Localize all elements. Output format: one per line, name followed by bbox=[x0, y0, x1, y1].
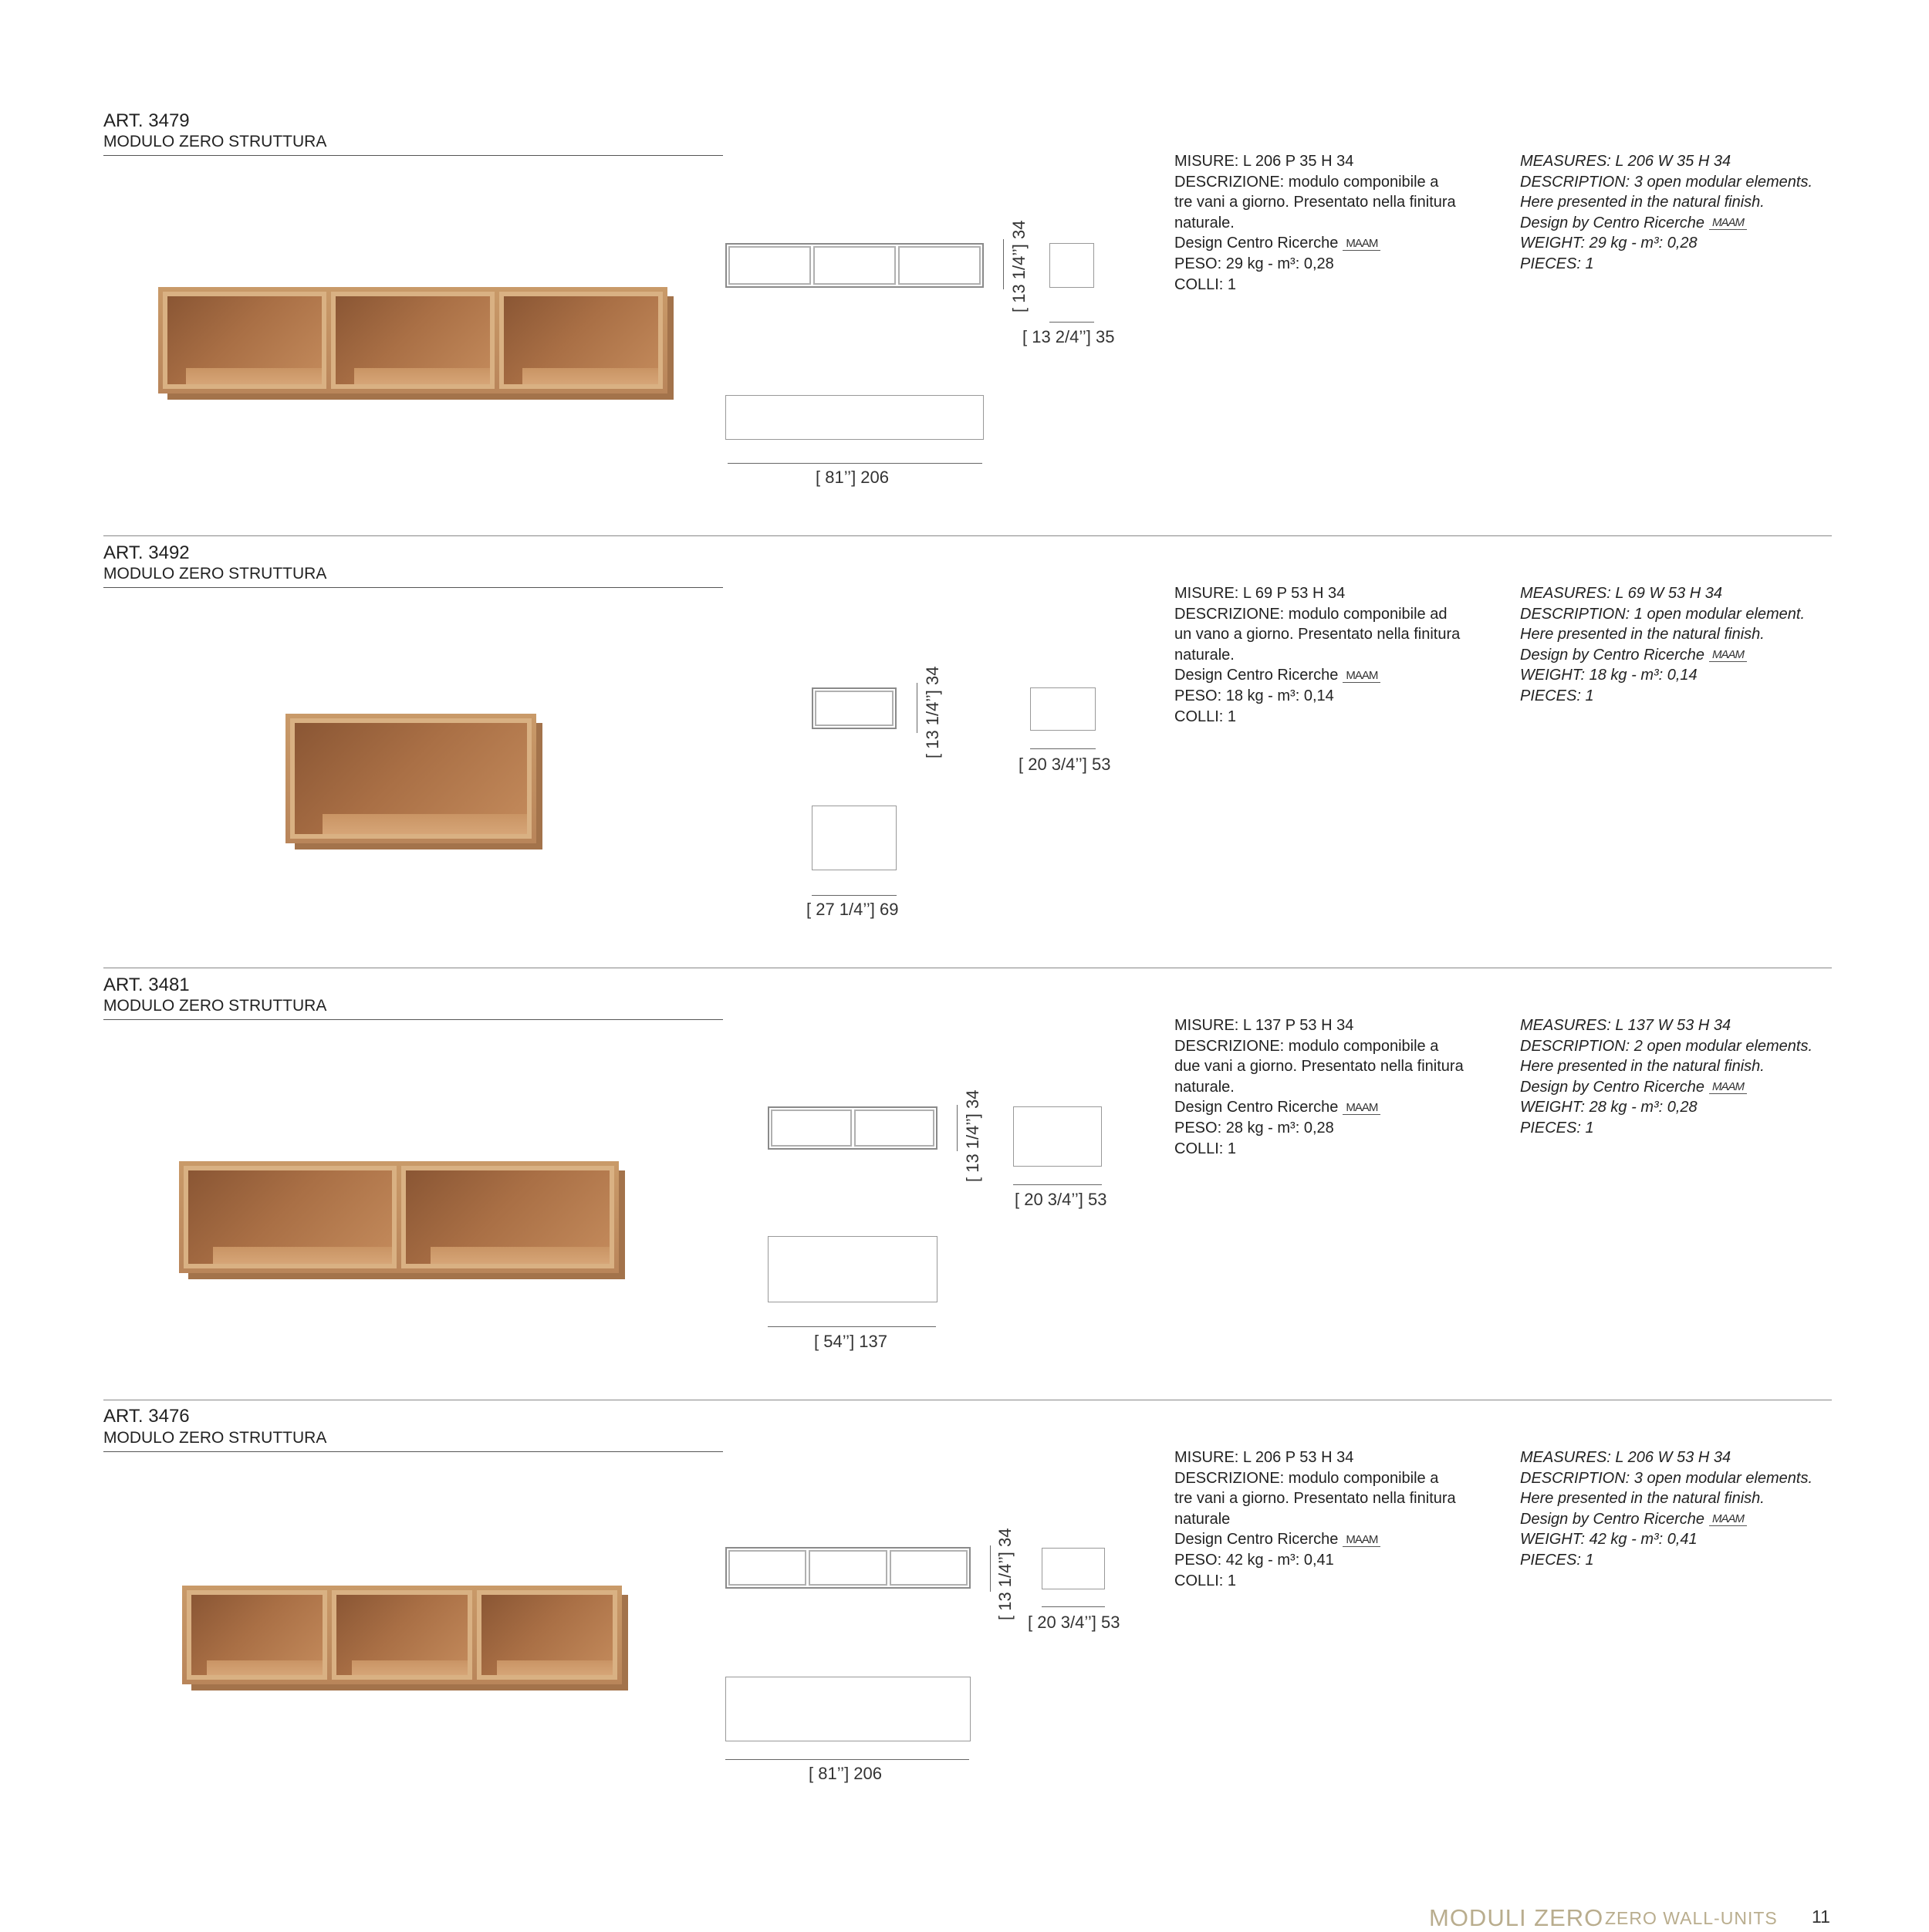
maam-logo: MAAM bbox=[1343, 238, 1380, 251]
spec-line: naturale. bbox=[1174, 214, 1235, 231]
top-view-drawing bbox=[812, 806, 897, 870]
compartment bbox=[331, 292, 495, 389]
design-label: Design Centro Ricerche bbox=[1174, 235, 1339, 252]
compartment-outline bbox=[771, 1110, 852, 1147]
compartment-outline bbox=[854, 1110, 935, 1147]
compartment-outline bbox=[813, 246, 896, 285]
article-number: ART. 3479 bbox=[103, 110, 190, 131]
depth-dimension: [ 20 3/4’’] 53 bbox=[1015, 1190, 1107, 1209]
height-dimension: [ 13 1/4’’] 34 bbox=[995, 1528, 1015, 1620]
spec-line: WEIGHT: 29 kg - m³: 0,28 bbox=[1520, 235, 1698, 252]
side-view-drawing bbox=[1049, 243, 1094, 288]
english-specs bbox=[1520, 1447, 1812, 1571]
design-line bbox=[1520, 1077, 1812, 1098]
spec-line: DESCRIPTION: 3 open modular elements. bbox=[1520, 1469, 1813, 1487]
spec-line: MEASURES: L 206 W 35 H 34 bbox=[1520, 153, 1731, 170]
title-rule bbox=[103, 1019, 723, 1020]
spec-line: MISURE: L 69 P 53 H 34 bbox=[1174, 585, 1346, 602]
height-dimension: [ 13 1/4’’] 34 bbox=[1009, 220, 1029, 312]
spec-line: WEIGHT: 28 kg - m³: 0,28 bbox=[1520, 1099, 1698, 1116]
design-line bbox=[1174, 233, 1456, 254]
product-photo bbox=[182, 1586, 622, 1684]
design-line bbox=[1174, 665, 1460, 686]
maam-logo: MAAM bbox=[1709, 649, 1747, 662]
spec-line: DESCRIZIONE: modulo componibile ad bbox=[1174, 605, 1448, 623]
design-line bbox=[1520, 645, 1805, 666]
compartment-outline bbox=[728, 1550, 806, 1586]
spec-line: naturale bbox=[1174, 1510, 1231, 1528]
length-dimension: [ 54’’] 137 bbox=[814, 1332, 888, 1351]
design-label: Design Centro Ricerche bbox=[1174, 1531, 1339, 1549]
spec-line: COLLI: 1 bbox=[1174, 1572, 1237, 1589]
height-dimension-line bbox=[1003, 239, 1004, 289]
spec-line: Here presented in the natural finish. bbox=[1520, 194, 1765, 211]
design-label: Design by Centro Ricerche bbox=[1520, 646, 1704, 664]
length-dimension-line bbox=[728, 463, 982, 464]
article-number: ART. 3481 bbox=[103, 974, 190, 995]
product-photo bbox=[285, 714, 536, 843]
maam-logo: MAAM bbox=[1343, 1534, 1380, 1547]
article-subtitle: MODULO ZERO STRUTTURA bbox=[103, 1429, 327, 1447]
spec-line: DESCRIZIONE: modulo componibile a bbox=[1174, 173, 1439, 191]
spec-line: un vano a giorno. Presentato nella finitura bbox=[1174, 626, 1461, 643]
front-view-drawing bbox=[768, 1106, 937, 1150]
spec-line: PESO: 29 kg - m³: 0,28 bbox=[1174, 255, 1334, 272]
design-line bbox=[1520, 1509, 1812, 1530]
spec-line: WEIGHT: 42 kg - m³: 0,41 bbox=[1520, 1531, 1698, 1549]
italian-specs bbox=[1174, 151, 1456, 295]
side-view-drawing bbox=[1030, 687, 1096, 731]
product-photo bbox=[158, 287, 667, 393]
height-dimension: [ 13 1/4’’] 34 bbox=[963, 1089, 982, 1182]
english-specs bbox=[1520, 1015, 1812, 1139]
footer-brand: MODULI ZERO bbox=[1429, 1904, 1604, 1931]
compartment bbox=[187, 1590, 327, 1680]
spec-line: MISURE: L 206 P 53 H 34 bbox=[1174, 1449, 1354, 1466]
length-dimension-line bbox=[768, 1326, 936, 1327]
depth-dimension-line bbox=[1013, 1184, 1102, 1185]
maam-logo: MAAM bbox=[1343, 670, 1380, 683]
spec-line: DESCRIPTION: 1 open modular element. bbox=[1520, 605, 1806, 623]
spec-line: WEIGHT: 18 kg - m³: 0,14 bbox=[1520, 667, 1698, 684]
title-rule bbox=[103, 1451, 723, 1452]
compartment-outline bbox=[728, 246, 811, 285]
title-rule bbox=[103, 155, 723, 156]
spec-line: PESO: 18 kg - m³: 0,14 bbox=[1174, 687, 1334, 704]
article-number: ART. 3476 bbox=[103, 1406, 190, 1427]
compartment bbox=[184, 1166, 397, 1268]
spec-line: tre vani a giorno. Presentato nella finitura bbox=[1174, 194, 1456, 211]
spec-line: due vani a giorno. Presentato nella finitura bbox=[1174, 1058, 1464, 1076]
spec-line: COLLI: 1 bbox=[1174, 1140, 1237, 1157]
front-view-drawing bbox=[812, 687, 897, 729]
compartment bbox=[163, 292, 326, 389]
english-specs bbox=[1520, 151, 1812, 275]
spec-line: PESO: 28 kg - m³: 0,28 bbox=[1174, 1119, 1334, 1137]
spec-line: DESCRIPTION: 2 open modular elements. bbox=[1520, 1037, 1813, 1055]
depth-dimension: [ 20 3/4’’] 53 bbox=[1019, 755, 1111, 774]
spec-line: PESO: 42 kg - m³: 0,41 bbox=[1174, 1551, 1334, 1569]
design-line bbox=[1520, 213, 1812, 234]
spec-line: COLLI: 1 bbox=[1174, 275, 1237, 293]
depth-dimension-line bbox=[1042, 1606, 1105, 1607]
spec-line: Here presented in the natural finish. bbox=[1520, 626, 1765, 643]
front-view-drawing bbox=[725, 1547, 971, 1589]
footer-subtitle: ZERO WALL-UNITS bbox=[1605, 1908, 1778, 1928]
depth-dimension: [ 13 2/4’’] 35 bbox=[1022, 327, 1115, 346]
maam-logo: MAAM bbox=[1709, 1081, 1747, 1094]
compartment-outline bbox=[898, 246, 981, 285]
compartment bbox=[499, 292, 663, 389]
section-divider bbox=[103, 535, 1832, 536]
article-subtitle: MODULO ZERO STRUTTURA bbox=[103, 133, 327, 150]
depth-dimension: [ 20 3/4’’] 53 bbox=[1028, 1613, 1120, 1632]
spec-line: DESCRIZIONE: modulo componibile a bbox=[1174, 1469, 1439, 1487]
italian-specs bbox=[1174, 583, 1460, 727]
length-dimension-line bbox=[812, 895, 897, 896]
compartment bbox=[401, 1166, 614, 1268]
design-label: Design by Centro Ricerche bbox=[1520, 1510, 1704, 1528]
front-view-drawing bbox=[725, 243, 984, 288]
title-rule bbox=[103, 587, 723, 588]
spec-line: Here presented in the natural finish. bbox=[1520, 1490, 1765, 1508]
spec-line: MEASURES: L 69 W 53 H 34 bbox=[1520, 585, 1722, 602]
english-specs bbox=[1520, 583, 1805, 707]
spec-line: COLLI: 1 bbox=[1174, 708, 1237, 725]
design-line bbox=[1174, 1097, 1464, 1118]
depth-dimension-line bbox=[1030, 748, 1096, 749]
maam-logo: MAAM bbox=[1709, 1513, 1747, 1526]
spec-line: PIECES: 1 bbox=[1520, 255, 1594, 272]
height-dimension-line bbox=[990, 1545, 991, 1592]
length-dimension: [ 81’’] 206 bbox=[816, 468, 890, 487]
maam-logo: MAAM bbox=[1343, 1102, 1380, 1115]
design-label: Design by Centro Ricerche bbox=[1520, 214, 1704, 231]
spec-line: MEASURES: L 137 W 53 H 34 bbox=[1520, 1017, 1731, 1034]
side-view-drawing bbox=[1042, 1548, 1105, 1589]
spec-line: PIECES: 1 bbox=[1520, 1119, 1594, 1137]
spec-line: naturale. bbox=[1174, 646, 1235, 664]
height-dimension: [ 13 1/4’’] 34 bbox=[923, 666, 942, 758]
depth-dimension-line bbox=[1049, 322, 1094, 323]
spec-line: Here presented in the natural finish. bbox=[1520, 1058, 1765, 1076]
height-dimension-line bbox=[957, 1105, 958, 1151]
compartment bbox=[290, 718, 532, 839]
article-subtitle: MODULO ZERO STRUTTURA bbox=[103, 565, 327, 583]
spec-line: DESCRIZIONE: modulo componibile a bbox=[1174, 1037, 1439, 1055]
compartment-outline bbox=[815, 691, 894, 726]
length-dimension-line bbox=[725, 1759, 969, 1760]
design-label: Design Centro Ricerche bbox=[1174, 1099, 1339, 1116]
design-label: Design by Centro Ricerche bbox=[1520, 1078, 1704, 1096]
compartment-outline bbox=[809, 1550, 887, 1586]
page-number: 11 bbox=[1812, 1907, 1830, 1927]
top-view-drawing bbox=[725, 395, 984, 440]
length-dimension: [ 27 1/4’’] 69 bbox=[806, 900, 899, 919]
italian-specs bbox=[1174, 1015, 1464, 1159]
article-subtitle: MODULO ZERO STRUTTURA bbox=[103, 997, 327, 1015]
article-number: ART. 3492 bbox=[103, 542, 190, 563]
spec-line: PIECES: 1 bbox=[1520, 687, 1594, 704]
design-label: Design Centro Ricerche bbox=[1174, 667, 1339, 684]
design-line bbox=[1174, 1529, 1456, 1550]
top-view-drawing bbox=[768, 1236, 937, 1302]
spec-line: tre vani a giorno. Presentato nella finitura bbox=[1174, 1490, 1456, 1508]
spec-line: PIECES: 1 bbox=[1520, 1551, 1594, 1569]
compartment-outline bbox=[890, 1550, 968, 1586]
product-photo bbox=[179, 1161, 619, 1273]
length-dimension: [ 81’’] 206 bbox=[809, 1764, 883, 1783]
compartment bbox=[332, 1590, 472, 1680]
spec-line: MEASURES: L 206 W 53 H 34 bbox=[1520, 1449, 1731, 1466]
spec-line: DESCRIPTION: 3 open modular elements. bbox=[1520, 173, 1813, 191]
spec-line: naturale. bbox=[1174, 1078, 1235, 1096]
spec-line: MISURE: L 137 P 53 H 34 bbox=[1174, 1017, 1354, 1034]
maam-logo: MAAM bbox=[1709, 217, 1747, 230]
spec-line: MISURE: L 206 P 35 H 34 bbox=[1174, 153, 1354, 170]
top-view-drawing bbox=[725, 1677, 971, 1741]
compartment bbox=[477, 1590, 617, 1680]
side-view-drawing bbox=[1013, 1106, 1102, 1167]
italian-specs bbox=[1174, 1447, 1456, 1591]
